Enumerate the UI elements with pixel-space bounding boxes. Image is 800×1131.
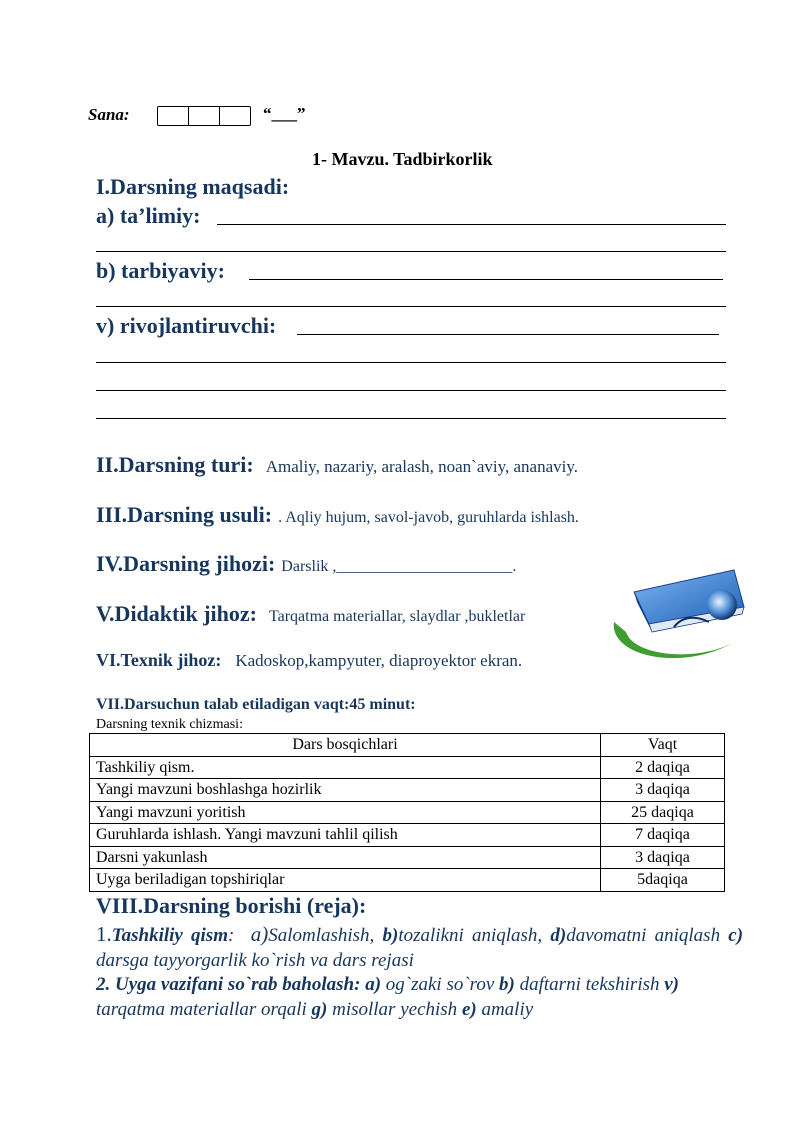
texnik-label: VI.Texnik jihoz: — [96, 650, 222, 670]
table-cell: Yangi mavzuni yoritish — [90, 801, 601, 824]
jihozi-value: Darslik ,______________________. — [281, 558, 517, 575]
item1-b-marker: b) — [382, 925, 399, 946]
item1-d-marker: d) — [550, 925, 567, 946]
item2-b-text: daftarni tekshirish — [519, 974, 660, 995]
item2-e-marker: e) — [461, 999, 477, 1020]
table-cell: 3 daqiqa — [601, 779, 725, 802]
column-header: Vaqt — [601, 734, 725, 757]
item1-colon: : — [227, 925, 235, 946]
time-heading: VII.Darsuchun talab etiladigan vaqt:45 minut: — [96, 696, 416, 713]
item1-label: Tashkiliy qism — [111, 925, 228, 946]
item2-a-text: og`zaki so`rov — [385, 974, 495, 995]
item1-a-marker: a) — [250, 922, 269, 946]
usuli-label: III.Darsning usuli: — [96, 502, 273, 527]
borishi-heading: VIII.Darsning borishi (reja): — [96, 893, 367, 918]
table-row — [90, 801, 725, 824]
talimiy-label: a) ta’limiy: — [96, 203, 201, 228]
item2-a-marker: a) — [365, 974, 382, 995]
item2-v-marker: v) — [664, 974, 680, 995]
table-row — [90, 779, 725, 802]
table-row — [90, 756, 725, 779]
table-header-row — [90, 734, 725, 757]
rivojlantiruvchi-line-2[interactable] — [96, 362, 726, 363]
table-cell: Guruhlarda ishlash. Yangi mavzuni tahlil qilish — [90, 824, 601, 847]
usuli-value: . Aqliy hujum, savol-javob, guruhlarda ishlash. — [278, 509, 579, 526]
item1-d-text: davomatni aniqlash — [566, 925, 721, 946]
turi-label: II.Darsning turi: — [96, 452, 254, 477]
didaktik-value: Tarqatma materiallar, slaydlar ,bukletlar — [268, 608, 526, 625]
reja-item-2 — [96, 972, 743, 1022]
table-cell: 3 daqiqa — [601, 846, 725, 869]
date-quote: “___” — [263, 104, 306, 123]
item1-c-marker: c) — [728, 925, 744, 946]
table-cell: 7 daqiqa — [601, 824, 725, 847]
item2-g-marker: g) — [311, 999, 328, 1020]
item2-v-text: tarqatma materiallar orqali — [96, 999, 307, 1020]
tarbiyaviy-line-2[interactable] — [96, 306, 726, 307]
item1-a-text: Salomlashish, — [268, 925, 375, 946]
tarbiyaviy-label: b) tarbiyaviy: — [96, 258, 225, 283]
column-header: Dars bosqichlari — [90, 734, 601, 757]
rivojlantiruvchi-line[interactable] — [297, 334, 719, 335]
item1-b-text: tozalikni aniqlash, — [398, 925, 543, 946]
book-globe-icon — [604, 562, 754, 677]
rivojlantiruvchi-label: v) rivojlantiruvchi: — [96, 313, 277, 338]
reja-item-1 — [96, 922, 743, 973]
table-cell: Yangi mavzuni boshlashga hozirlik — [90, 779, 601, 802]
rivojlantiruvchi-line-4[interactable] — [96, 418, 726, 419]
turi-value: Amaliy, nazariy, aralash, noan`aviy, ananaviy. — [265, 457, 579, 476]
chizma-label: Darsning texnik chizmasi: — [96, 717, 243, 732]
table-cell: Tashkiliy qism. — [90, 756, 601, 779]
table-cell: 25 daqiqa — [601, 801, 725, 824]
item1-c-text: darsga tayyorgarlik ko`rish va dars rejasi — [96, 950, 414, 971]
maqsad-heading: I.Darsning maqsadi: — [96, 174, 290, 199]
table-cell: Uyga beriladigan topshiriqlar — [90, 869, 601, 892]
talimiy-line[interactable] — [217, 224, 726, 225]
date-boxes[interactable] — [157, 106, 251, 126]
rivojlantiruvchi-line-3[interactable] — [96, 390, 726, 391]
table-row — [90, 824, 725, 847]
talimiy-line-2[interactable] — [96, 251, 726, 252]
item2-g-text: misollar yechish — [332, 999, 458, 1020]
table-row — [90, 846, 725, 869]
item2-label: 2. Uyga vazifani so`rab baholash: — [96, 974, 361, 995]
item2-b-marker: b) — [499, 974, 515, 995]
didaktik-label: V.Didaktik jihoz: — [96, 601, 257, 626]
table-cell: 2 daqiqa — [601, 756, 725, 779]
table-cell: Darsni yakunlash — [90, 846, 601, 869]
jihozi-label: IV.Darsning jihozi: — [96, 551, 276, 576]
texnik-value: Kadoskop,kampyuter, diaproyektor ekran. — [235, 651, 523, 670]
item2-e-text: amaliy — [481, 999, 534, 1020]
sana-label: Sana: — [88, 105, 130, 124]
item1-number: 1. — [96, 922, 112, 946]
tarbiyaviy-line[interactable] — [249, 279, 723, 280]
table-row — [90, 869, 725, 892]
table-cell: 5daqiqa — [601, 869, 725, 892]
plan-table — [89, 733, 725, 892]
topic-title: 1- Mavzu. Tadbirkorlik — [312, 149, 493, 169]
